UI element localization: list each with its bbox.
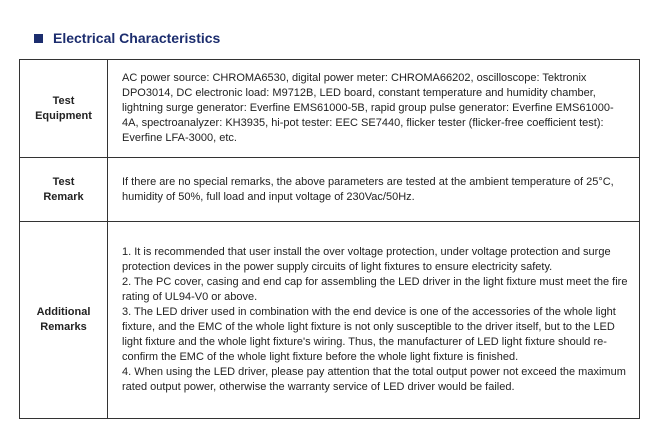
additional-remarks-text	[108, 222, 640, 419]
table-row-test-remark	[20, 158, 640, 222]
section-title: Electrical Characteristics	[53, 30, 221, 46]
remark-paragraph: 1. It is recommended that user install the over voltage protection, under voltage protection and surge protection devices in the power supply circuits of light fixtures to ensure electricity safety.	[122, 246, 611, 273]
electrical-characteristics-table	[19, 59, 640, 419]
row-label-line: Additional	[36, 306, 91, 318]
row-label-line: Equipment	[35, 109, 92, 122]
row-label-additional-remarks	[20, 222, 108, 419]
square-bullet-icon	[34, 34, 43, 43]
section-header	[34, 29, 220, 47]
row-label-test-remark	[20, 158, 108, 222]
remark-paragraph: 3. The LED driver used in combination with the end device is one of the accessories of the whole light fixture, and the EMC of the whole light fixture is not only susceptible to the driver itself, but to the LED light fixture and the whole light fixture's wiring. Thus, the manufacturer of LED light fixture should re-confirm the EMC of the whole light fixture before the whole light fixture is finished.	[122, 306, 616, 363]
row-label-line: Test	[52, 94, 75, 107]
row-label-line: Remarks	[40, 321, 87, 333]
table-row-additional-remarks	[20, 222, 640, 419]
test-equipment-text: AC power source: CHROMA6530, digital power meter: CHROMA66202, oscilloscope: Tektronix DPO3014, DC electronic load: M9712B, LED board, constant temperature and humidity chamber, lightning surge generator: Everfine EMS61000-5B, rapid group pulse generator: Everfine EMS61000-4A, spectroanalyzer: KH3935, hi-pot tester: EEC SE7440, flicker tester (flicker-free coefficient test): Everfine LFA-3000, etc.	[108, 60, 640, 158]
test-remark-text: If there are no special remarks, the above parameters are tested at the ambient temperature of 25°C, humidity of 50%, full load and input voltage of 230Vac/50Hz.	[108, 158, 640, 222]
row-label-line: Test	[52, 175, 75, 188]
remark-paragraph: 4. When using the LED driver, please pay attention that the total output power not exceed the maximum rated output power, otherwise the warranty service of LED driver would be failed.	[122, 366, 626, 393]
table-row-test-equipment	[20, 60, 640, 158]
row-label-line: Remark	[43, 190, 84, 203]
remark-paragraph: 2. The PC cover, casing and end cap for assembling the LED driver in the light fixture must meet the fire rating of UL94-V0 or above.	[122, 276, 628, 303]
row-label-test-equipment	[20, 60, 108, 158]
